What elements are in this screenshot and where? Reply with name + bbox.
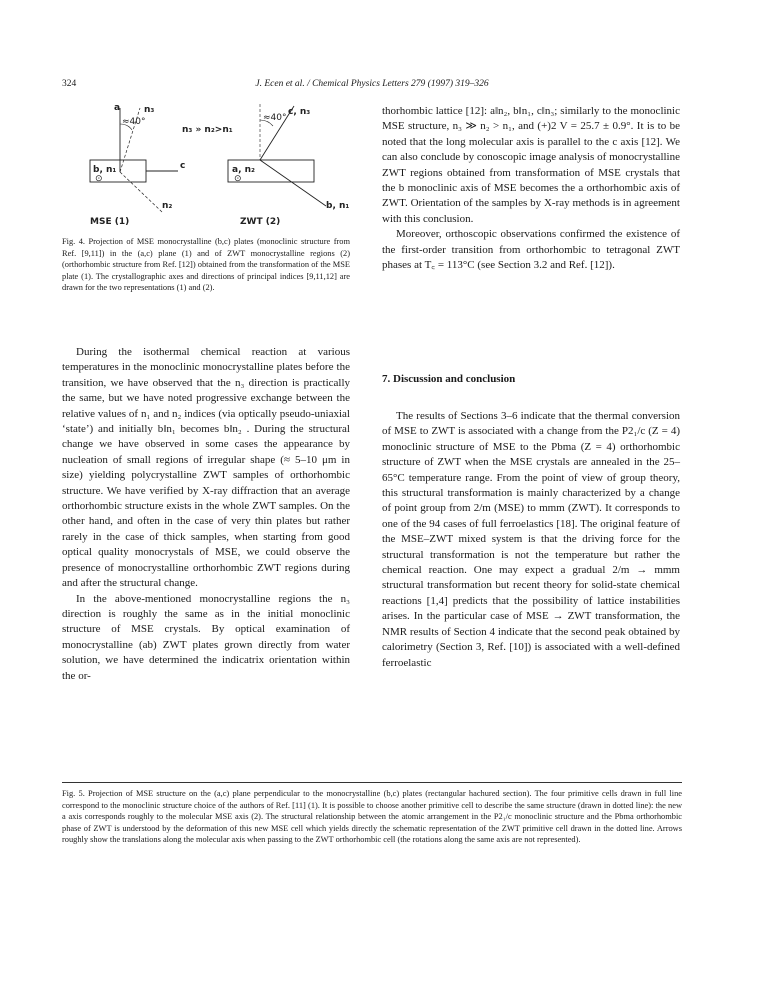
left-column <box>62 345 350 684</box>
right-column-top <box>382 104 680 273</box>
section-7-heading: 7. Discussion and conclusion <box>382 373 516 385</box>
zwt-odot: ⊙ <box>234 174 242 184</box>
mse-label-angle: ≈40° <box>122 117 146 127</box>
mse-n2-direction <box>120 172 162 212</box>
section-7-paragraph: The results of Sections 3–6 indicate that the thermal conversion of MSE to ZWT is associated with a change from the P2₁/c (Z = 4) monoclinic structure of MSE to the Pbma (Z = 4) orthorhombic structure of ZWT when the MSE crystals are annealed in the 25–65°C temperature range. From the point of view of group theory, this structural transformation is mainly characterized by a change of point group from 2/m (MSE) to mmm (ZWT). It corresponds to one of the 94 cases of full ferroelastics [18]. The original feature of the MSE–ZWT mixed system is that the driving force for the structural transformation is not the temperature but rather the chemical reaction. One may expect a gradual 2/m → mmm structural transformation but recent theory for solid-state chemical reactions [1,4] predicts that the possibility of lattice instabilities arises. In the particular case of MSE → ZWT transformation, the NMR results of Section 4 indicate that the second peak obtained by calorimetry (Section 3, Ref. [10]) is associated with a well-defined ferroelastic <box>382 410 680 669</box>
figure-4 <box>62 100 350 232</box>
mse-label-c: c <box>180 161 186 171</box>
right-paragraph-2: Moreover, orthoscopic observations confirmed the existence of the first-order transition from orthorhombic to tetragonal ZWT phases at T꜀ = 113°C (see Section 3.2 and Ref. [12]). <box>382 228 680 272</box>
page-number: 324 <box>62 79 77 89</box>
mse-odot: ⊙ <box>95 174 103 184</box>
left-paragraph-2: In the above-mentioned monocrystalline regions the n₃ direction is roughly the same as in the initial monoclinic structure of MSE crystals. By optical examination of monocrystalline (ab) ZWT plates grown directly from water solution, we have determined the indicatrix orientation within the or- <box>62 592 350 682</box>
right-paragraph-1: thorhombic lattice [12]: a‖n₂, b‖n₁, c‖n₃; similarly to the monoclinic MSE structure, n₃ ≫ n₂ > n₁, and (+)2 V = 25.7 ± 0.9°. It is to be noted that the long molecular axis is parallel to the c axis [12]. We can also conclude by conoscopic image analysis of monocrystalline ZWT regions obtained from transformation of MSE crystals that the b monoclinic axis of MSE becomes the a orthorhombic axis of ZWT. Orientation of the samples by X-ray methods is in agreement with this conclusion. <box>382 105 680 225</box>
figure-4-diagram <box>62 100 350 232</box>
left-paragraph-1: During the isothermal chemical reaction at various temperatures in the monoclinic monocrystalline plates before the transition, we have observed that the n₃ direction is practically the same, but we have noted progressive exchange between the relative values of n₁ and n₂ indices (via optically pseudo-uniaxial ‘state’) and initially b‖n₁ becomes b‖n₂ . During the structural change we have observed in some cases the appearance by nucleation of small regions of irregular shape (≈ 5–10 μm in size) yielding polycrystalline ZWT samples of orthorhombic structure. We have verified by X-ray diffraction that an average orthorhombic structure exists in the whole ZWT samples. On the other hand, and often in the case of very thin plates but rather rarely in the case of thick samples, when starting from good optical quality monocrystals of MSE, we could observe the presence of monocrystalline orthorhombic ZWT regions during and after the structural change. <box>62 346 350 590</box>
zwt-label-c-n3: c, n₃ <box>288 107 311 117</box>
zwt-b-axis <box>260 160 326 206</box>
mse-label-n2: n₂ <box>162 201 173 211</box>
figure-5-caption: Fig. 5. Projection of MSE structure on the (a,c) plane perpendicular to the monocrystalline (b,c) plates (rectangular hachured section). The four primitive cells drawn in full line correspond to the monoclinic structure choice of the authors of Ref. [11] (1). It is possible to choose another primitive cell to describe the same structure (drawn in dotted line): the new a axis corresponds roughly to the molecular MSE axis (2). The structural relationship between the atomic arrangement in the P2₁/c monoclinic structure and the Pbma orthorhombic phase of ZWT is understood by the deformation of this new MSE cell which yields directly the schematic representation of the ZWT primitive cell drawn in the dotted line. Arrows roughly show the translations along the molecular axis when passing to the ZWT orthorhombic cell (the rotations along the same axis are not represented). <box>62 789 682 845</box>
zwt-label-b-n1: b, n₁ <box>326 201 350 211</box>
running-head: J. Ecen et al. / Chemical Physics Letters 279 (1997) 319–326 <box>255 79 489 89</box>
page-header <box>62 79 682 93</box>
mse-label-a: a <box>114 103 121 113</box>
mse-label-n3: n₃ <box>144 105 155 115</box>
zwt-label-angle: ≈40° <box>263 113 287 123</box>
figure-4-caption: Fig. 4. Projection of MSE monocrystalline (b,c) plates (monoclinic structure from Ref. [9,11]) in the (a,c) plane (1) and of ZWT monocrystalline regions (2) (orthorhombic structure from Ref. [12]) obtained from the transformation of the MSE plate (1). The crystallographic axes and directions of principal indices [9,11,12] are drawn for the two representations (1) and (2). <box>62 237 350 293</box>
mse-label-inequality: n₃ » n₂>n₁ <box>182 125 233 135</box>
zwt-label-a-n2: a, n₂ <box>232 165 255 175</box>
figure-5-rule <box>62 782 682 783</box>
zwt-caption-label: ZWT (2) <box>240 217 281 227</box>
mse-caption-label: MSE (1) <box>90 217 130 227</box>
mse-label-b-n1: b, n₁ <box>93 165 117 175</box>
section-7-body <box>382 409 680 671</box>
